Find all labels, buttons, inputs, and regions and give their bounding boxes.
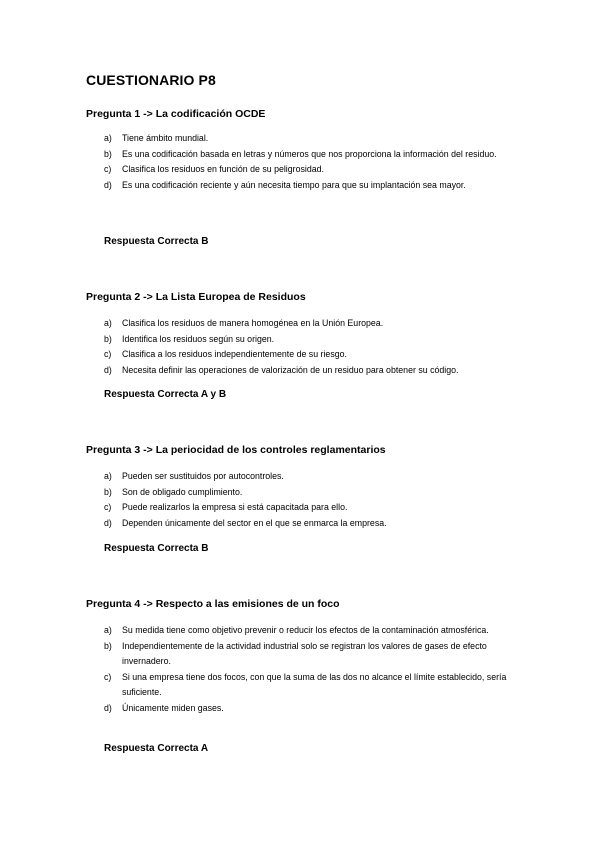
option-d [86, 701, 518, 717]
question-2-answer: Respuesta Correcta A y B [104, 389, 227, 400]
option-text: Identifica los residuos según su origen. [122, 333, 275, 344]
option-a [86, 316, 518, 332]
option-text: Es una codificación reciente y aún necesita tiempo para que su implantación sea mayor. [122, 179, 466, 190]
question-2-options [86, 316, 518, 378]
option-d [86, 516, 518, 532]
option-d [86, 178, 518, 194]
option-text: Si una empresa tiene dos focos, con que la suma de las dos no alcance el límite establecido, sería suficiente. [122, 671, 507, 697]
option-text: Tiene ámbito mundial. [122, 133, 209, 143]
option-b [86, 332, 518, 348]
question-1-options [86, 131, 518, 193]
option-label: c) [104, 671, 112, 682]
question-3-options [86, 469, 518, 531]
option-label: d) [104, 517, 112, 528]
option-label: c) [104, 349, 112, 359]
option-a [86, 469, 518, 485]
option-label: a) [104, 133, 112, 143]
question-4-options [86, 623, 518, 716]
option-text: Clasifica los residuos en función de su peligrosidad. [122, 164, 324, 174]
option-text: Son de obligado cumplimiento. [122, 486, 243, 497]
option-text: Es una codificación basada en letras y números que nos proporciona la información del residuo. [122, 148, 497, 159]
option-b [86, 147, 518, 163]
option-text: Dependen únicamente del sector en el que se enmarca la empresa. [122, 517, 387, 528]
option-label: b) [104, 486, 112, 497]
option-text: Necesita definir las operaciones de valorización de un residuo para obtener su código. [122, 364, 459, 375]
question-3-heading: Pregunta 3 -> La periocidad de los controles reglamentarios [86, 444, 386, 456]
option-text: Clasifica los residuos de manera homogénea en la Unión Europea. [122, 318, 384, 328]
option-label: b) [104, 640, 112, 651]
option-text: Pueden ser sustituidos por autocontroles. [122, 471, 284, 481]
document-title: CUESTIONARIO P8 [86, 72, 216, 88]
option-label: b) [104, 333, 112, 344]
question-4-answer: Respuesta Correcta A [104, 743, 209, 754]
option-b [86, 485, 518, 501]
option-text: Clasifica a los residuos independientemente de su riesgo. [122, 349, 347, 359]
option-label: c) [104, 502, 112, 512]
option-label: a) [104, 471, 112, 481]
option-label: b) [104, 148, 112, 159]
option-d [86, 363, 518, 379]
option-text: Puede realizarlos la empresa si está capacitada para ello. [122, 502, 348, 512]
option-label: d) [104, 179, 112, 190]
question-2-heading: Pregunta 2 -> La Lista Europea de Residuos [86, 291, 306, 303]
option-text: Independientemente de la actividad industrial solo se registran los valores de gases de efecto invernadero. [122, 640, 487, 666]
option-text: Su medida tiene como objetivo prevenir o reducir los efectos de la contaminación atmosférica. [122, 625, 489, 635]
option-label: a) [104, 625, 112, 635]
question-4-heading: Pregunta 4 -> Respecto a las emisiones de un foco [86, 598, 340, 610]
option-label: d) [104, 364, 112, 375]
option-c [86, 162, 518, 178]
option-text: Únicamente miden gases. [122, 702, 224, 713]
question-3-answer: Respuesta Correcta B [104, 543, 209, 554]
option-c [86, 500, 518, 516]
option-label: d) [104, 702, 112, 713]
option-a [86, 623, 518, 639]
question-1-heading: Pregunta 1 -> La codificación OCDE [86, 108, 266, 120]
option-a [86, 131, 518, 147]
option-b [86, 639, 518, 670]
option-c [86, 670, 518, 701]
option-label: c) [104, 164, 112, 174]
option-label: a) [104, 318, 112, 328]
option-c [86, 347, 518, 363]
question-1-answer: Respuesta Correcta B [104, 236, 209, 247]
